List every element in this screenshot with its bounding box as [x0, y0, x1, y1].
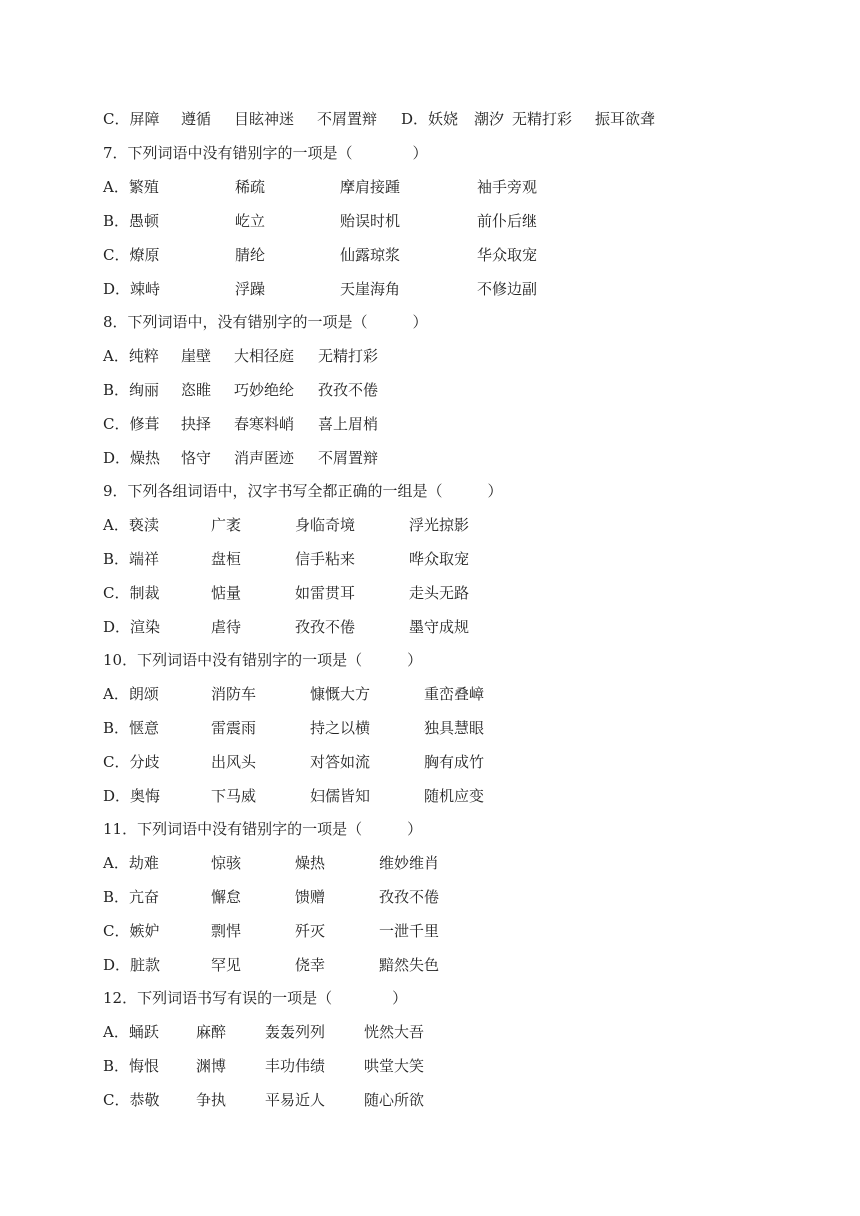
option-item: B．绚丽	[103, 381, 160, 399]
option-item: B．亢奋	[103, 888, 160, 906]
option-item: 消声匿迹	[234, 449, 295, 467]
option-item: 振耳欲聋	[595, 110, 656, 128]
option-item: 持之以横	[310, 719, 371, 737]
option-item: 目眩神迷	[234, 110, 295, 128]
option-item: 崖壁	[181, 347, 212, 365]
option-item: C．嫉妒	[103, 922, 160, 940]
option-item: 大相径庭	[234, 347, 295, 365]
option-item: 剽悍	[211, 922, 242, 940]
option-item: 浮光掠影	[409, 516, 470, 534]
option-item: 消防车	[211, 685, 257, 703]
option-item: C．屏障	[103, 110, 160, 128]
option-item: 无精打彩	[512, 110, 573, 128]
option-item: 随心所欲	[364, 1091, 425, 1109]
option-item: 巧妙绝纶	[234, 381, 295, 399]
option-item: B．愚顿	[103, 212, 160, 230]
option-item: A．劫难	[103, 854, 159, 872]
option-item: 随机应变	[424, 787, 485, 805]
option-item: D．脏款	[103, 956, 161, 974]
option-item: 下马威	[211, 787, 257, 805]
option-item: 浮躁	[235, 280, 266, 298]
option-item: 盘桓	[211, 550, 242, 568]
question-stem: 10．下列词语中没有错别字的一项是（ ）	[103, 651, 423, 669]
option-item: 哗众取宠	[409, 550, 470, 568]
option-item: 麻醉	[196, 1023, 227, 1041]
question-stem: 7．下列词语中没有错别字的一项是（ ）	[103, 144, 428, 162]
question-stem: 8．下列词语中，没有错别字的一项是（ ）	[103, 313, 428, 331]
option-item: D．妖娆	[401, 110, 459, 128]
option-item: 腈纶	[235, 246, 266, 264]
option-item: 广袤	[211, 516, 242, 534]
option-item: B．惬意	[103, 719, 160, 737]
option-item: A．繁殖	[103, 178, 159, 196]
option-item: 燥热	[295, 854, 326, 872]
option-item: 重峦叠嶂	[424, 685, 485, 703]
option-item: 遵循	[181, 110, 212, 128]
option-item: 仙露琼浆	[340, 246, 401, 264]
option-item: 独具慧眼	[424, 719, 485, 737]
option-item: 懈怠	[211, 888, 242, 906]
option-item: 一泄千里	[379, 922, 440, 940]
option-item: 抉择	[181, 415, 212, 433]
option-item: 妇儒皆知	[310, 787, 371, 805]
option-item: A．朗颂	[103, 685, 159, 703]
option-item: D．竦峙	[103, 280, 161, 298]
option-item: D．奥悔	[103, 787, 161, 805]
option-item: 无精打彩	[318, 347, 379, 365]
option-item: 维妙维肖	[379, 854, 440, 872]
option-item: 轰轰列列	[265, 1023, 326, 1041]
option-item: 喜上眉梢	[318, 415, 379, 433]
option-item: 慷慨大方	[310, 685, 371, 703]
option-item: 平易近人	[265, 1091, 326, 1109]
question-stem: 9．下列各组词语中，汉字书写全都正确的一组是（ ）	[103, 482, 503, 500]
option-item: B．悔恨	[103, 1057, 160, 1075]
option-item: 黯然失色	[379, 956, 440, 974]
option-item: 惊骇	[211, 854, 242, 872]
option-item: C．制裁	[103, 584, 160, 602]
option-item: 稀疏	[235, 178, 266, 196]
option-item: 前仆后继	[477, 212, 538, 230]
option-item: 袖手旁观	[477, 178, 538, 196]
option-item: 争执	[196, 1091, 227, 1109]
option-item: 不屑置辩	[317, 110, 378, 128]
option-item: 出风头	[211, 753, 257, 771]
option-item: 恍然大吾	[364, 1023, 425, 1041]
question-stem: 12．下列词语书写有误的一项是（ ）	[103, 989, 408, 1007]
option-item: 馈赠	[295, 888, 326, 906]
option-item: 不修边副	[477, 280, 538, 298]
option-item: 惦量	[211, 584, 242, 602]
option-item: C．修葺	[103, 415, 160, 433]
option-item: 身临奇境	[295, 516, 356, 534]
option-item: 雷震雨	[211, 719, 257, 737]
option-item: 不屑置辩	[318, 449, 379, 467]
option-item: 孜孜不倦	[318, 381, 379, 399]
option-item: 罕见	[211, 956, 242, 974]
option-item: 贻误时机	[340, 212, 401, 230]
option-item: 恪守	[181, 449, 212, 467]
question-stem: 11．下列词语中没有错别字的一项是（ ）	[103, 820, 423, 838]
option-item: 墨守成规	[409, 618, 470, 636]
option-item: 胸有成竹	[424, 753, 485, 771]
option-item: 天崖海角	[340, 280, 401, 298]
option-item: 屹立	[235, 212, 266, 230]
option-item: 走头无路	[409, 584, 470, 602]
option-item: 潮汐	[474, 110, 505, 128]
option-item: C．燎原	[103, 246, 160, 264]
option-item: A．纯粹	[103, 347, 159, 365]
option-item: 丰功伟绩	[265, 1057, 326, 1075]
option-item: 虐待	[211, 618, 242, 636]
option-item: 哄堂大笑	[364, 1057, 425, 1075]
option-item: 歼灭	[295, 922, 326, 940]
option-item: 恣睢	[181, 381, 212, 399]
option-item: 如雷贯耳	[295, 584, 356, 602]
option-item: C．恭敬	[103, 1091, 160, 1109]
option-item: D．燥热	[103, 449, 161, 467]
option-item: 孜孜不倦	[295, 618, 356, 636]
option-item: 对答如流	[310, 753, 371, 771]
option-item: 华众取宠	[477, 246, 538, 264]
option-item: B．端祥	[103, 550, 160, 568]
option-item: A．亵渎	[103, 516, 159, 534]
option-item: 渊博	[196, 1057, 227, 1075]
option-item: 侥幸	[295, 956, 326, 974]
option-item: 孜孜不倦	[379, 888, 440, 906]
option-item: C．分歧	[103, 753, 160, 771]
option-item: 摩肩接踵	[340, 178, 401, 196]
option-item: 春寒料峭	[234, 415, 295, 433]
option-item: 信手粘来	[295, 550, 356, 568]
option-item: A．蛹跃	[103, 1023, 159, 1041]
option-item: D．渲染	[103, 618, 161, 636]
